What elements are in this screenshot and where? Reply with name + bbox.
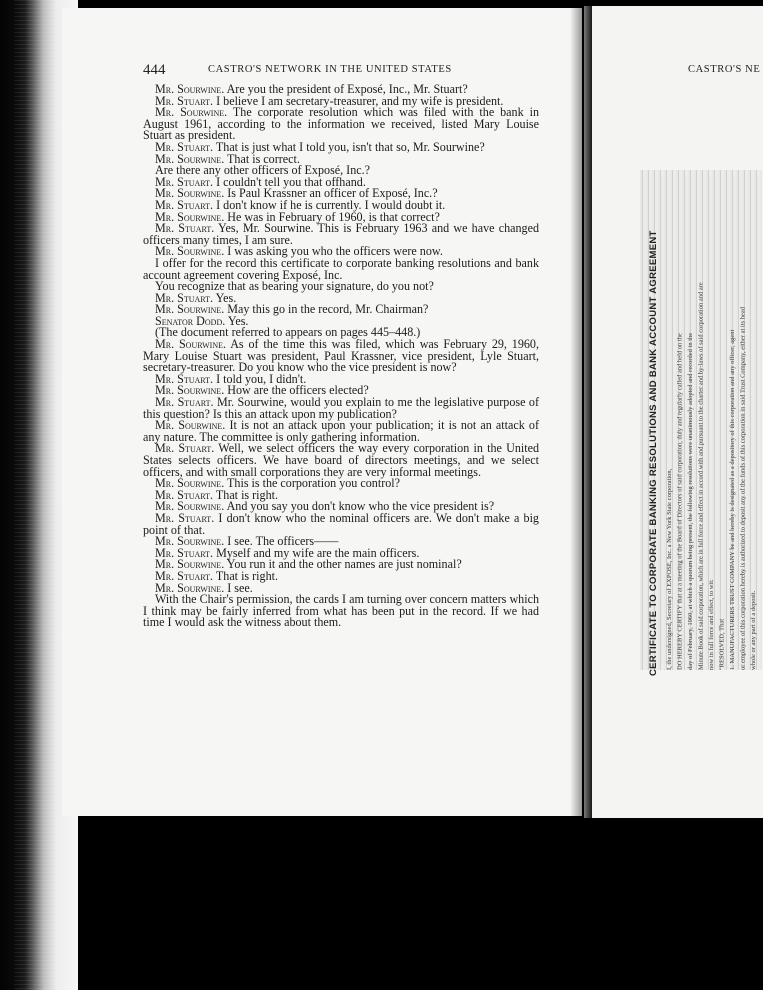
speaker-name: Mr. Stuart.: [155, 139, 214, 154]
running-head: CASTRO'S NETWORK IN THE UNITED STATES: [208, 64, 452, 75]
speech-text: That is just what I told you, isn't that so, Mr. Sourwine?: [213, 139, 485, 154]
speech-text: I couldn't tell you that offhand.: [213, 174, 366, 189]
speaker-name: Mr. Sourwine.: [155, 151, 225, 166]
speaker-name: Mr. Sourwine.: [155, 244, 225, 259]
speech-text: I don't know who the nominal officers are. We don't make a big point of that.: [143, 510, 539, 537]
speech-text: I believe I am secretary-treasurer, and my wife is president.: [213, 93, 504, 108]
speaker-name: Mr. Stuart.: [155, 441, 215, 456]
speech-text: I see. The officers——: [224, 534, 339, 549]
speech-text: I was asking you who the officers were now.: [224, 244, 443, 259]
transcript-paragraph: [143, 420, 539, 443]
speech-text: Are there any other officers of Exposé, Inc.?: [155, 163, 371, 178]
speaker-name: Mr. Sourwine.: [155, 105, 228, 120]
speech-text: Is Paul Krassner an officer of Exposé, Inc.?: [224, 186, 438, 201]
speech-text: As of the time this was filed, which was February 29, 1960, Mary Louise Stuart was president, Paul Krassner, vice president, Lyle Stuart, secretary-treasurer. Do you know who the vice president is now?: [143, 337, 539, 375]
speech-text: Yes.: [225, 313, 249, 328]
speech-text: With the Chair's permission, the cards I am turning over concern matters which I think may be fairly inferred from what has been put in the record. If we had time I would ask the witness about them.: [143, 592, 539, 630]
speaker-name: Mr. Sourwine.: [155, 186, 225, 201]
speech-text: May this go in the record, Mr. Chairman?: [224, 302, 429, 317]
speech-text: (The document referred to appears on pages 445–448.): [155, 325, 421, 340]
exhibit-line: 1. MANUFACTURERS TRUST COMPANY be and hereby is designated as a depository of this corporation and any officer, agent: [729, 329, 736, 670]
speaker-name: Mr. Stuart.: [155, 93, 214, 108]
speech-text: How are the officers elected?: [224, 383, 369, 398]
speaker-name: Mr. Sourwine.: [155, 337, 227, 352]
speaker-name: Mr. Stuart.: [155, 221, 215, 236]
transcript-body: [143, 84, 539, 629]
exhibit-line: or employee of this corporation hereby is authorized to deposit any of the funds of this corporation in said Trust Company, either at its head: [739, 307, 747, 670]
speech-text: I offer for the record this certificate to corporate banking resolutions and bank account agreement covering Exposé, Inc.: [143, 255, 539, 282]
speech-text: That is right.: [213, 568, 279, 583]
speaker-name: Mr. Sourwine.: [155, 383, 225, 398]
speaker-name: Mr. Stuart.: [155, 568, 214, 583]
speech-text: And you say you don't know who the vice president is?: [224, 499, 495, 514]
transcript-paragraph: [143, 339, 539, 374]
speech-text: He was in February of 1960, is that correct?: [224, 209, 440, 224]
speaker-name: Mr. Sourwine.: [155, 209, 225, 224]
speech-text: You run it and the other names are just nominal?: [224, 557, 462, 572]
speaker-name: Mr. Sourwine.: [155, 557, 225, 572]
transcript-paragraph: [143, 510, 539, 537]
speaker-name: Mr. Stuart.: [155, 395, 214, 410]
speaker-name: Mr. Sourwine.: [155, 418, 226, 433]
speech-text: This is the corporation you control?: [224, 476, 400, 491]
speaker-name: Mr. Sourwine.: [155, 580, 225, 595]
speaker-name: Mr. Sourwine.: [155, 499, 225, 514]
speech-text: I don't know if he is currently. I would doubt it.: [213, 197, 446, 212]
speech-text: I see.: [224, 580, 253, 595]
transcript-paragraph: [143, 443, 539, 478]
speaker-name: Mr. Stuart.: [155, 487, 214, 502]
spine-shadow: [570, 0, 592, 830]
exhibit-line: day of February, 1960, at which a quorum being present, the following resolutions were unanimously adopted and recorded in the: [687, 332, 694, 670]
transcript-paragraph: [143, 255, 539, 282]
speaker-name: Senator Dodd.: [155, 313, 226, 328]
exhibit-title: CERTIFICATE TO CORPORATE BANKING RESOLUTIONS AND BANK ACCOUNT AGREEMENT: [648, 230, 659, 676]
speaker-name: Mr. Sourwine.: [155, 476, 225, 491]
speaker-name: Mr. Stuart.: [155, 197, 214, 212]
page-number: 444: [143, 62, 166, 78]
speaker-name: Mr. Sourwine.: [155, 82, 225, 96]
speaker-name: Mr. Stuart.: [155, 174, 214, 189]
speech-text: Well, we select officers the way every corporation in the United States selects officers. We have board of directors meetings, and we select officers, and with small corporations they are very informal meetings.: [143, 441, 540, 479]
speaker-name: Mr. Stuart.: [155, 290, 214, 305]
speech-text: The corporate resolution which was filed with the bank in August 1961, according to the information we received, listed Mary Louise Stuart as president.: [143, 105, 540, 143]
speaker-name: Mr. Stuart.: [155, 510, 215, 525]
speech-text: Yes, Mr. Sourwine. This is February 1963 and we have changed officers many times, I am sure.: [143, 221, 539, 247]
transcript-paragraph: [143, 107, 539, 142]
exhibit-line: Minute Book of said corporation, which are in full force and effect in accord with and pursuant to the charter and by-laws of said corporation and are: [697, 282, 705, 670]
speech-text: That is correct.: [224, 151, 300, 166]
speech-text: I told you, I didn't.: [213, 371, 307, 386]
speech-text: You recognize that as bearing your signature, do you not?: [155, 279, 434, 294]
speaker-name: Mr. Sourwine.: [155, 302, 225, 317]
speech-text: Myself and my wife are the main officers.: [213, 545, 420, 560]
speech-text: Yes.: [213, 290, 237, 305]
speaker-name: Mr. Stuart.: [155, 545, 214, 560]
exhibit-line: "RESOLVED, That: [718, 618, 726, 670]
speech-text: It is not an attack upon your publication; it is not an attack of any nature. The committee is only gathering information.: [143, 418, 540, 444]
exhibit-line: whole or any part of a deposit.: [750, 590, 757, 670]
exhibit-line: DO HEREBY CERTIFY that at a meeting of the Board of Directors of said corporation, duly and regularly called and held on the: [676, 333, 684, 670]
speech-text: Mr. Sourwine, would you explain to me the legislative purpose of this question? Is this an attack upon my publication?: [143, 395, 539, 421]
transcript-paragraph: [143, 594, 539, 629]
exhibit-line: now in full force and effect, to wit:: [708, 579, 715, 670]
transcript-paragraph: [143, 223, 539, 246]
speech-text: Are you the president of Exposé, Inc., Mr. Stuart?: [224, 82, 468, 96]
transcript-paragraph: [143, 397, 539, 420]
speaker-name: Mr. Stuart.: [155, 371, 214, 386]
exhibit-line: I, the undersigned, Secretary of EXPOSÉ, Inc. a New York State corporation,: [666, 468, 673, 670]
right-running-head: CASTRO'S NE: [688, 64, 761, 75]
exhibit-certificate-form: [640, 170, 762, 676]
speaker-name: Mr. Sourwine.: [155, 534, 225, 549]
speech-text: That is right.: [213, 487, 279, 502]
